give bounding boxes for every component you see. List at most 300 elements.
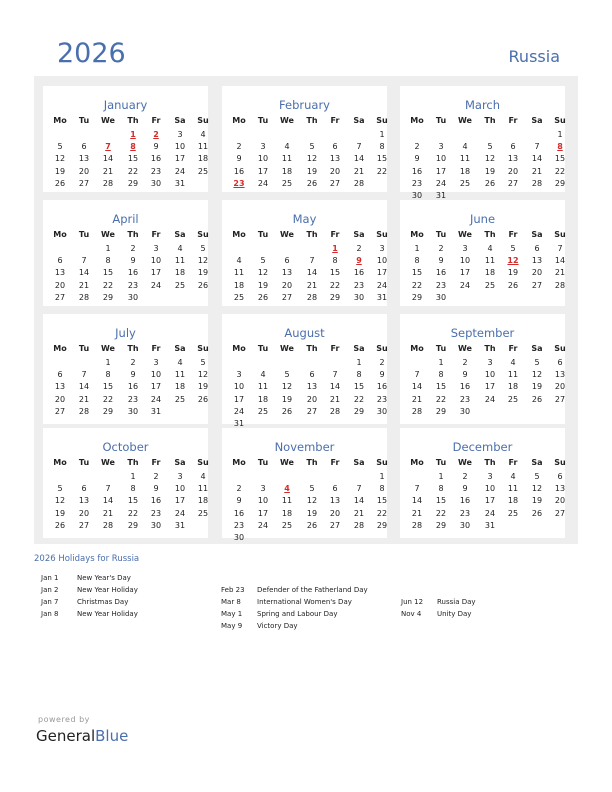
day-cell[interactable]: 13 [78, 496, 90, 506]
day-cell[interactable]: 10 [174, 484, 186, 494]
day-cell[interactable]: 20 [54, 280, 66, 290]
day-cell[interactable]: 26 [507, 280, 519, 290]
day-cell[interactable]: 9 [379, 370, 385, 380]
day-cell[interactable]: 30 [150, 520, 162, 530]
day-cell[interactable]: 6 [81, 484, 87, 494]
day-cell[interactable]: 23 [435, 280, 447, 290]
day-cell[interactable]: 10 [459, 256, 471, 266]
day-cell[interactable]: 9 [130, 256, 136, 266]
day-cell[interactable]: 2 [438, 244, 444, 253]
day-cell[interactable]: 21 [554, 268, 566, 278]
day-cell[interactable]: 27 [78, 178, 90, 188]
day-cell[interactable]: 4 [284, 142, 290, 152]
day-cell[interactable]: 8 [379, 484, 385, 494]
day-cell[interactable]: 14 [531, 154, 543, 164]
day-cell[interactable]: 30 [459, 520, 471, 530]
day-cell[interactable]: 2 [414, 142, 420, 152]
day-cell[interactable]: 17 [376, 268, 388, 278]
day-cell[interactable]: 27 [329, 520, 341, 530]
day-cell[interactable]: 2 [462, 358, 468, 367]
day-cell[interactable]: 21 [411, 394, 423, 404]
day-cell[interactable]: 9 [236, 496, 242, 506]
day-cell[interactable]: 29 [411, 292, 423, 302]
day-cell[interactable]: 25 [197, 508, 209, 518]
day-cell[interactable]: 15 [127, 496, 139, 506]
day-cell[interactable]: 15 [102, 268, 114, 278]
day-cell[interactable]: 12 [54, 154, 66, 164]
day-cell[interactable]: 3 [177, 130, 183, 139]
day-cell[interactable]: 28 [78, 406, 90, 416]
day-cell[interactable]: 20 [306, 394, 318, 404]
day-cell[interactable]: 3 [236, 370, 242, 380]
day-cell[interactable]: 26 [306, 520, 318, 530]
day-cell[interactable]: 21 [329, 394, 341, 404]
day-cell[interactable]: 31 [484, 520, 496, 530]
holiday-day-cell[interactable]: 12 [507, 256, 519, 266]
day-cell[interactable]: 4 [236, 256, 242, 266]
day-cell[interactable]: 11 [233, 268, 245, 278]
day-cell[interactable]: 20 [281, 280, 293, 290]
day-cell[interactable]: 23 [127, 394, 139, 404]
day-cell[interactable]: 7 [356, 142, 362, 152]
day-cell[interactable]: 22 [329, 280, 341, 290]
day-cell[interactable]: 7 [557, 244, 563, 253]
day-cell[interactable]: 26 [257, 292, 269, 302]
day-cell[interactable]: 29 [435, 406, 447, 416]
day-cell[interactable]: 15 [435, 496, 447, 506]
holiday-day-cell[interactable]: 2 [153, 130, 159, 139]
day-cell[interactable]: 5 [57, 142, 63, 152]
holiday-day-cell[interactable]: 9 [356, 256, 362, 266]
day-cell[interactable]: 5 [487, 142, 493, 152]
day-cell[interactable]: 16 [353, 268, 365, 278]
day-cell[interactable]: 5 [534, 358, 540, 367]
day-cell[interactable]: 29 [554, 178, 566, 188]
day-cell[interactable]: 26 [197, 280, 209, 290]
day-cell[interactable]: 23 [150, 508, 162, 518]
day-cell[interactable]: 17 [233, 394, 245, 404]
day-cell[interactable]: 6 [81, 142, 87, 152]
day-cell[interactable]: 18 [197, 154, 209, 164]
day-cell[interactable]: 14 [102, 154, 114, 164]
day-cell[interactable]: 30 [233, 533, 245, 542]
day-cell[interactable]: 28 [78, 292, 90, 302]
day-cell[interactable]: 19 [281, 394, 293, 404]
day-cell[interactable]: 15 [353, 382, 365, 392]
day-cell[interactable]: 22 [376, 166, 388, 176]
day-cell[interactable]: 3 [153, 358, 159, 367]
day-cell[interactable]: 30 [376, 406, 388, 416]
day-cell[interactable]: 3 [462, 244, 468, 253]
day-cell[interactable]: 5 [260, 256, 266, 266]
day-cell[interactable]: 8 [105, 256, 111, 266]
day-cell[interactable]: 2 [462, 472, 468, 481]
day-cell[interactable]: 26 [484, 178, 496, 188]
day-cell[interactable]: 25 [507, 394, 519, 404]
day-cell[interactable]: 29 [376, 520, 388, 530]
day-cell[interactable]: 30 [435, 292, 447, 302]
day-cell[interactable]: 6 [332, 142, 338, 152]
day-cell[interactable]: 20 [78, 508, 90, 518]
day-cell[interactable]: 4 [462, 142, 468, 152]
day-cell[interactable]: 3 [487, 358, 493, 367]
day-cell[interactable]: 4 [510, 472, 516, 481]
day-cell[interactable]: 2 [236, 142, 242, 152]
day-cell[interactable]: 27 [507, 178, 519, 188]
day-cell[interactable]: 25 [507, 508, 519, 518]
day-cell[interactable]: 10 [484, 370, 496, 380]
day-cell[interactable]: 1 [379, 130, 385, 139]
day-cell[interactable]: 16 [376, 382, 388, 392]
day-cell[interactable]: 20 [507, 166, 519, 176]
day-cell[interactable]: 6 [557, 472, 563, 481]
day-cell[interactable]: 22 [554, 166, 566, 176]
day-cell[interactable]: 19 [257, 280, 269, 290]
day-cell[interactable]: 16 [459, 382, 471, 392]
day-cell[interactable]: 13 [329, 154, 341, 164]
day-cell[interactable]: 7 [414, 370, 420, 380]
day-cell[interactable]: 6 [332, 484, 338, 494]
day-cell[interactable]: 2 [236, 484, 242, 494]
day-cell[interactable]: 18 [459, 166, 471, 176]
day-cell[interactable]: 25 [281, 178, 293, 188]
day-cell[interactable]: 7 [81, 370, 87, 380]
day-cell[interactable]: 11 [507, 484, 519, 494]
day-cell[interactable]: 24 [435, 178, 447, 188]
day-cell[interactable]: 16 [127, 382, 139, 392]
day-cell[interactable]: 3 [379, 244, 385, 253]
day-cell[interactable]: 31 [174, 178, 186, 188]
day-cell[interactable]: 5 [284, 370, 290, 380]
day-cell[interactable]: 21 [102, 166, 114, 176]
day-cell[interactable]: 25 [459, 178, 471, 188]
day-cell[interactable]: 4 [487, 244, 493, 253]
day-cell[interactable]: 1 [105, 244, 111, 253]
holiday-day-cell[interactable]: 1 [332, 244, 338, 253]
day-cell[interactable]: 13 [54, 268, 66, 278]
day-cell[interactable]: 10 [376, 256, 388, 266]
day-cell[interactable]: 17 [459, 268, 471, 278]
day-cell[interactable]: 19 [306, 508, 318, 518]
day-cell[interactable]: 11 [459, 154, 471, 164]
day-cell[interactable]: 13 [507, 154, 519, 164]
day-cell[interactable]: 21 [353, 166, 365, 176]
day-cell[interactable]: 1 [356, 358, 362, 367]
holiday-day-cell[interactable]: 23 [233, 178, 245, 188]
day-cell[interactable]: 13 [78, 154, 90, 164]
day-cell[interactable]: 18 [507, 382, 519, 392]
day-cell[interactable]: 4 [177, 358, 183, 367]
day-cell[interactable]: 3 [438, 142, 444, 152]
day-cell[interactable]: 27 [306, 406, 318, 416]
day-cell[interactable]: 19 [197, 382, 209, 392]
day-cell[interactable]: 13 [54, 382, 66, 392]
day-cell[interactable]: 11 [257, 382, 269, 392]
day-cell[interactable]: 27 [54, 406, 66, 416]
day-cell[interactable]: 3 [487, 472, 493, 481]
day-cell[interactable]: 27 [531, 280, 543, 290]
holiday-day-cell[interactable]: 7 [105, 142, 111, 152]
day-cell[interactable]: 19 [531, 496, 543, 506]
day-cell[interactable]: 9 [462, 370, 468, 380]
day-cell[interactable]: 20 [78, 166, 90, 176]
day-cell[interactable]: 14 [554, 256, 566, 266]
day-cell[interactable]: 26 [281, 406, 293, 416]
day-cell[interactable]: 7 [332, 370, 338, 380]
day-cell[interactable]: 30 [459, 406, 471, 416]
day-cell[interactable]: 25 [174, 394, 186, 404]
day-cell[interactable]: 31 [174, 520, 186, 530]
day-cell[interactable]: 12 [281, 382, 293, 392]
day-cell[interactable]: 30 [411, 191, 423, 200]
day-cell[interactable]: 24 [150, 394, 162, 404]
day-cell[interactable]: 17 [174, 496, 186, 506]
day-cell[interactable]: 25 [281, 520, 293, 530]
day-cell[interactable]: 10 [257, 154, 269, 164]
day-cell[interactable]: 2 [153, 472, 159, 481]
day-cell[interactable]: 14 [411, 382, 423, 392]
day-cell[interactable]: 8 [356, 370, 362, 380]
day-cell[interactable]: 24 [484, 508, 496, 518]
day-cell[interactable]: 28 [102, 520, 114, 530]
day-cell[interactable]: 5 [309, 484, 315, 494]
day-cell[interactable]: 13 [531, 256, 543, 266]
day-cell[interactable]: 3 [153, 244, 159, 253]
day-cell[interactable]: 10 [150, 370, 162, 380]
day-cell[interactable]: 19 [507, 268, 519, 278]
day-cell[interactable]: 27 [54, 292, 66, 302]
day-cell[interactable]: 2 [356, 244, 362, 253]
day-cell[interactable]: 20 [329, 508, 341, 518]
day-cell[interactable]: 8 [379, 142, 385, 152]
day-cell[interactable]: 12 [197, 370, 209, 380]
day-cell[interactable]: 24 [459, 280, 471, 290]
day-cell[interactable]: 29 [102, 292, 114, 302]
day-cell[interactable]: 15 [411, 268, 423, 278]
day-cell[interactable]: 12 [531, 484, 543, 494]
day-cell[interactable]: 28 [306, 292, 318, 302]
day-cell[interactable]: 16 [435, 268, 447, 278]
day-cell[interactable]: 30 [127, 292, 139, 302]
day-cell[interactable]: 31 [376, 292, 388, 302]
day-cell[interactable]: 18 [174, 382, 186, 392]
day-cell[interactable]: 11 [281, 154, 293, 164]
day-cell[interactable]: 23 [233, 520, 245, 530]
day-cell[interactable]: 17 [150, 382, 162, 392]
day-cell[interactable]: 15 [102, 382, 114, 392]
day-cell[interactable]: 5 [200, 244, 206, 253]
day-cell[interactable]: 2 [379, 358, 385, 367]
day-cell[interactable]: 12 [257, 268, 269, 278]
day-cell[interactable]: 18 [281, 508, 293, 518]
day-cell[interactable]: 15 [554, 154, 566, 164]
day-cell[interactable]: 26 [54, 520, 66, 530]
day-cell[interactable]: 27 [281, 292, 293, 302]
day-cell[interactable]: 26 [531, 394, 543, 404]
day-cell[interactable]: 20 [54, 394, 66, 404]
day-cell[interactable]: 14 [78, 268, 90, 278]
day-cell[interactable]: 9 [153, 142, 159, 152]
day-cell[interactable]: 19 [54, 166, 66, 176]
day-cell[interactable]: 1 [414, 244, 420, 253]
day-cell[interactable]: 22 [435, 394, 447, 404]
day-cell[interactable]: 9 [438, 256, 444, 266]
day-cell[interactable]: 7 [414, 484, 420, 494]
day-cell[interactable]: 19 [54, 508, 66, 518]
day-cell[interactable]: 12 [197, 256, 209, 266]
day-cell[interactable]: 23 [459, 394, 471, 404]
day-cell[interactable]: 1 [557, 130, 563, 139]
day-cell[interactable]: 14 [102, 496, 114, 506]
day-cell[interactable]: 8 [105, 370, 111, 380]
day-cell[interactable]: 17 [257, 166, 269, 176]
day-cell[interactable]: 28 [411, 520, 423, 530]
day-cell[interactable]: 30 [353, 292, 365, 302]
day-cell[interactable]: 18 [174, 268, 186, 278]
day-cell[interactable]: 21 [411, 508, 423, 518]
day-cell[interactable]: 10 [257, 496, 269, 506]
day-cell[interactable]: 20 [554, 382, 566, 392]
day-cell[interactable]: 28 [411, 406, 423, 416]
day-cell[interactable]: 27 [554, 508, 566, 518]
day-cell[interactable]: 11 [174, 370, 186, 380]
day-cell[interactable]: 14 [306, 268, 318, 278]
day-cell[interactable]: 28 [554, 280, 566, 290]
day-cell[interactable]: 15 [329, 268, 341, 278]
holiday-day-cell[interactable]: 8 [557, 142, 563, 152]
day-cell[interactable]: 19 [197, 268, 209, 278]
day-cell[interactable]: 9 [462, 484, 468, 494]
day-cell[interactable]: 1 [438, 472, 444, 481]
day-cell[interactable]: 7 [105, 484, 111, 494]
day-cell[interactable]: 15 [376, 154, 388, 164]
day-cell[interactable]: 15 [127, 154, 139, 164]
day-cell[interactable]: 8 [414, 256, 420, 266]
day-cell[interactable]: 13 [554, 370, 566, 380]
day-cell[interactable]: 16 [127, 268, 139, 278]
day-cell[interactable]: 29 [127, 520, 139, 530]
day-cell[interactable]: 13 [281, 268, 293, 278]
day-cell[interactable]: 1 [105, 358, 111, 367]
day-cell[interactable]: 29 [353, 406, 365, 416]
day-cell[interactable]: 30 [127, 406, 139, 416]
day-cell[interactable]: 24 [174, 166, 186, 176]
day-cell[interactable]: 22 [435, 508, 447, 518]
day-cell[interactable]: 5 [57, 484, 63, 494]
day-cell[interactable]: 5 [309, 142, 315, 152]
day-cell[interactable]: 12 [54, 496, 66, 506]
day-cell[interactable]: 30 [150, 178, 162, 188]
day-cell[interactable]: 19 [306, 166, 318, 176]
day-cell[interactable]: 18 [257, 394, 269, 404]
day-cell[interactable]: 18 [197, 496, 209, 506]
day-cell[interactable]: 27 [78, 520, 90, 530]
day-cell[interactable]: 6 [309, 370, 315, 380]
day-cell[interactable]: 14 [78, 382, 90, 392]
day-cell[interactable]: 17 [484, 382, 496, 392]
day-cell[interactable]: 25 [174, 280, 186, 290]
day-cell[interactable]: 3 [177, 472, 183, 481]
day-cell[interactable]: 16 [150, 154, 162, 164]
day-cell[interactable]: 22 [411, 280, 423, 290]
day-cell[interactable]: 6 [284, 256, 290, 266]
day-cell[interactable]: 7 [534, 142, 540, 152]
day-cell[interactable]: 23 [459, 508, 471, 518]
day-cell[interactable]: 23 [376, 394, 388, 404]
day-cell[interactable]: 28 [102, 178, 114, 188]
day-cell[interactable]: 11 [174, 256, 186, 266]
day-cell[interactable]: 5 [534, 472, 540, 481]
day-cell[interactable]: 3 [260, 142, 266, 152]
day-cell[interactable]: 7 [356, 484, 362, 494]
day-cell[interactable]: 6 [57, 370, 63, 380]
day-cell[interactable]: 31 [150, 406, 162, 416]
day-cell[interactable]: 9 [414, 154, 420, 164]
day-cell[interactable]: 10 [150, 256, 162, 266]
day-cell[interactable]: 11 [197, 484, 209, 494]
day-cell[interactable]: 24 [257, 520, 269, 530]
holiday-day-cell[interactable]: 8 [130, 142, 136, 152]
day-cell[interactable]: 27 [554, 394, 566, 404]
day-cell[interactable]: 4 [177, 244, 183, 253]
day-cell[interactable]: 22 [353, 394, 365, 404]
day-cell[interactable]: 28 [531, 178, 543, 188]
day-cell[interactable]: 28 [353, 178, 365, 188]
day-cell[interactable]: 21 [306, 280, 318, 290]
day-cell[interactable]: 14 [411, 496, 423, 506]
day-cell[interactable]: 18 [507, 496, 519, 506]
day-cell[interactable]: 13 [329, 496, 341, 506]
day-cell[interactable]: 18 [484, 268, 496, 278]
day-cell[interactable]: 26 [197, 394, 209, 404]
day-cell[interactable]: 29 [127, 178, 139, 188]
day-cell[interactable]: 7 [81, 256, 87, 266]
day-cell[interactable]: 23 [150, 166, 162, 176]
day-cell[interactable]: 8 [332, 256, 338, 266]
day-cell[interactable]: 18 [281, 166, 293, 176]
day-cell[interactable]: 25 [257, 406, 269, 416]
day-cell[interactable]: 23 [127, 280, 139, 290]
day-cell[interactable]: 6 [57, 256, 63, 266]
day-cell[interactable]: 15 [435, 382, 447, 392]
day-cell[interactable]: 5 [510, 244, 516, 253]
day-cell[interactable]: 3 [260, 484, 266, 494]
day-cell[interactable]: 18 [233, 280, 245, 290]
day-cell[interactable]: 21 [78, 394, 90, 404]
day-cell[interactable]: 13 [306, 382, 318, 392]
day-cell[interactable]: 11 [484, 256, 496, 266]
day-cell[interactable]: 22 [127, 508, 139, 518]
day-cell[interactable]: 26 [306, 178, 318, 188]
day-cell[interactable]: 29 [329, 292, 341, 302]
day-cell[interactable]: 14 [353, 154, 365, 164]
day-cell[interactable]: 8 [130, 484, 136, 494]
day-cell[interactable]: 20 [329, 166, 341, 176]
day-cell[interactable]: 17 [174, 154, 186, 164]
day-cell[interactable]: 17 [150, 268, 162, 278]
day-cell[interactable]: 11 [281, 496, 293, 506]
day-cell[interactable]: 10 [233, 382, 245, 392]
day-cell[interactable]: 5 [200, 358, 206, 367]
day-cell[interactable]: 24 [150, 280, 162, 290]
day-cell[interactable]: 26 [54, 178, 66, 188]
day-cell[interactable]: 4 [200, 130, 206, 139]
day-cell[interactable]: 14 [329, 382, 341, 392]
day-cell[interactable]: 4 [260, 370, 266, 380]
day-cell[interactable]: 12 [306, 154, 318, 164]
day-cell[interactable]: 15 [376, 496, 388, 506]
day-cell[interactable]: 21 [78, 280, 90, 290]
